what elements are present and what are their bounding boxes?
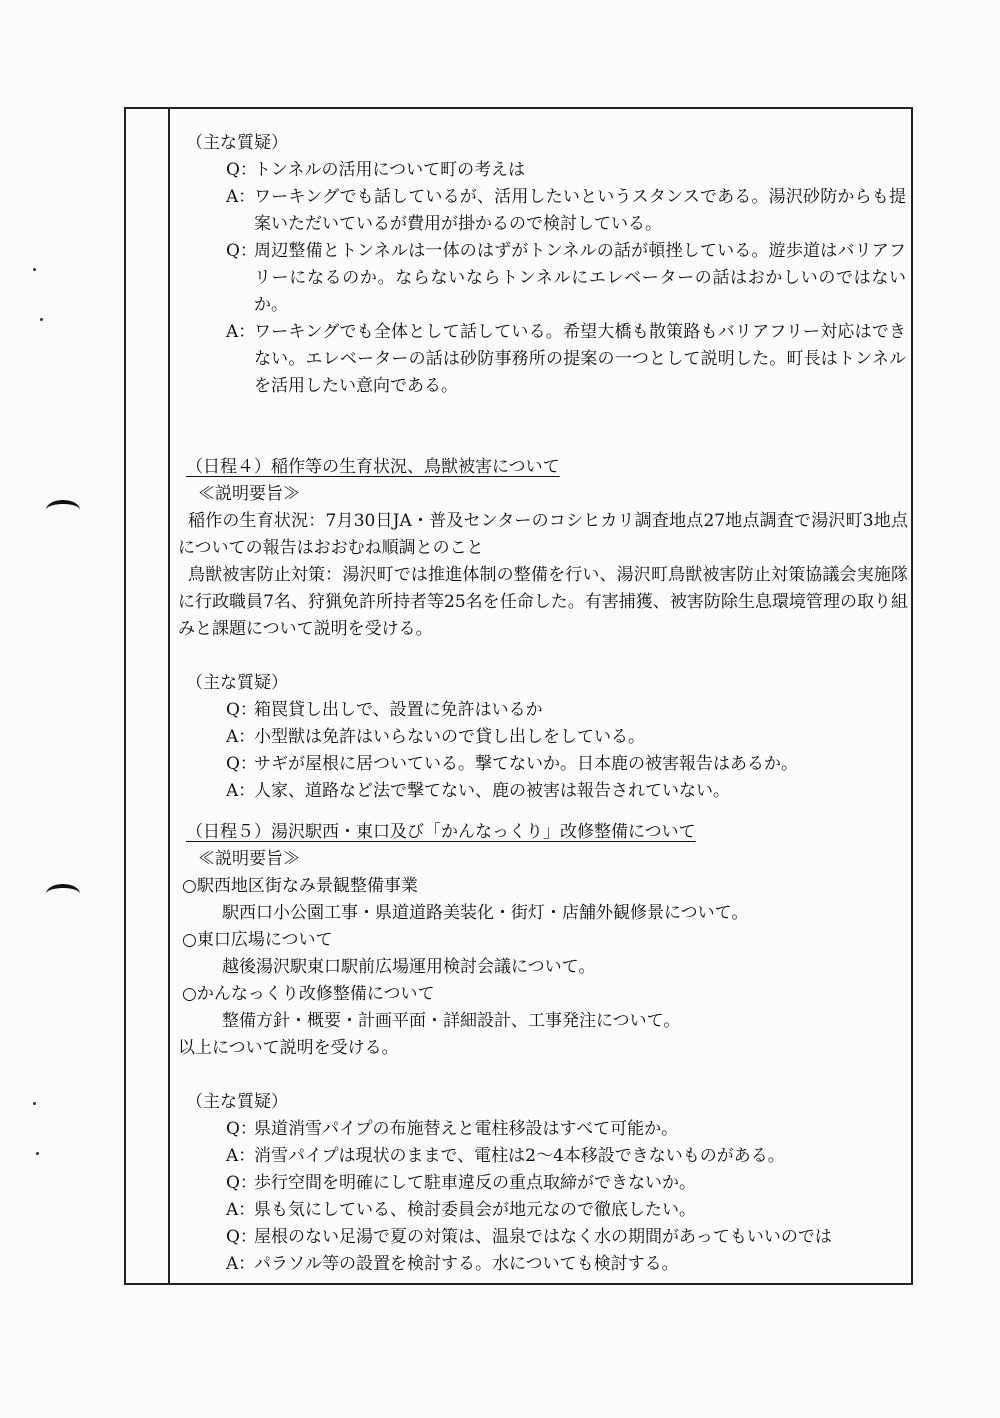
qa-label: Q： — [226, 1227, 257, 1247]
bullet-title: ○駅西地区街なみ景観整備事業 — [182, 876, 418, 896]
qa-heading: （主な質疑） — [186, 1092, 288, 1112]
qa-text: 周辺整備とトンネルは一体のはずがトンネルの話が頓挫している。遊歩道はバリアフリーになるのか。ならないならトンネルにエレベーターの話はおかしいのではないか。 — [254, 241, 906, 315]
summary-label: ≪説明要旨≫ — [198, 849, 300, 869]
qa-text: トンネルの活用について町の考えは — [254, 160, 526, 180]
qa-text: 県も気にしている、検討委員会が地元なので徹底したい。 — [254, 1200, 696, 1220]
qa-label: Q： — [226, 241, 257, 261]
qa-heading: （主な質疑） — [186, 673, 288, 693]
qa-text: 屋根のない足湯で夏の対策は、温泉ではなく水の期間があってもいいのでは — [254, 1227, 832, 1247]
qa-heading: （主な質疑） — [186, 133, 288, 153]
qa-item — [226, 157, 908, 184]
qa-item — [226, 319, 908, 400]
qa-item — [226, 1170, 908, 1197]
qa-label: Q： — [226, 1173, 257, 1193]
qa-item — [226, 238, 908, 319]
summary-paragraph: 鳥獣被害防止対策：湯沢町では推進体制の整備を行い、湯沢町鳥獣被害防止対策協議会実施隊に行政職員7名、狩猟免許所持者等25名を任命した。有害捕獲、被害防除生息環境管理の取り組みと課題について説明を受ける。 — [178, 565, 908, 639]
qa-text: 人家、道路など法で撃てない、鹿の被害は報告されていない。 — [254, 781, 730, 801]
bullet-title: ○東口広場について — [182, 930, 333, 950]
qa-label: Q： — [226, 754, 257, 774]
bullet-title: ○かんなっくり改修整備について — [182, 984, 435, 1004]
qa-text: 歩行空間を明確にして駐車違反の重点取締ができないか。 — [254, 1173, 696, 1193]
qa-label: A： — [226, 1254, 256, 1274]
qa-label: A： — [226, 727, 256, 747]
bullet-detail: 駅西口小公園工事・県道道路美装化・街灯・店舗外観修景について。 — [222, 903, 749, 923]
qa-label: Q： — [226, 160, 257, 180]
qa-text: ワーキングでも話しているが、活用したいというスタンスである。湯沢砂防からも提案いただいているが費用が掛かるので検討している。 — [254, 187, 906, 234]
qa-label: A： — [226, 1146, 256, 1166]
closing-text: 以上について説明を受ける。 — [178, 1038, 399, 1058]
qa-label: A： — [226, 322, 256, 342]
qa-item — [226, 1197, 908, 1224]
qa-item — [226, 1224, 908, 1251]
margin-divider — [168, 107, 170, 1285]
bullet-detail: 整備方針・概要・計画平面・詳細設計、工事発注について。 — [222, 1011, 681, 1031]
schedule-5-title: （日程５）湯沢駅西・東口及び「かんなっくり」改修整備について — [186, 822, 696, 842]
qa-label: A： — [226, 1200, 256, 1220]
qa-item — [226, 1116, 908, 1143]
qa-item — [226, 697, 908, 724]
qa-text: ワーキングでも全体として話している。希望大橋も散策路もバリアフリー対応はできない。エレベーターの話は砂防事務所の提案の一つとして説明した。町長はトンネルを活用したい意向である。 — [254, 322, 906, 396]
qa-text: 小型獣は免許はいらないので貸し出しをしている。 — [254, 727, 645, 747]
qa-label: A： — [226, 781, 256, 801]
qa-item — [226, 778, 908, 805]
summary-paragraph: 稲作の生育状況：7月30日JA・普及センターのコシヒカリ調査地点27地点調査で湯沢町3地点についての報告はおおむね順調とのこと — [178, 511, 908, 558]
qa-text: 県道消雪パイプの布施替えと電柱移設はすべて可能か。 — [254, 1119, 679, 1139]
qa-item — [226, 1143, 908, 1170]
document-body — [178, 130, 908, 1278]
qa-text: 消雪パイプは現状のままで、電柱は2～4本移設できないものがある。 — [254, 1146, 785, 1166]
qa-item — [226, 184, 908, 238]
binder-hole-mark — [46, 500, 80, 520]
scan-speck — [40, 318, 43, 321]
binder-hole-mark — [46, 884, 80, 904]
schedule-4-title: （日程４）稲作等の生育状況、鳥獣被害について — [186, 457, 560, 477]
qa-label: Q： — [226, 700, 257, 720]
qa-text: パラソル等の設置を検討する。水についても検討する。 — [254, 1254, 679, 1274]
scan-speck — [36, 1152, 39, 1155]
qa-item — [226, 724, 908, 751]
summary-label: ≪説明要旨≫ — [198, 484, 300, 504]
scan-speck — [33, 268, 36, 271]
qa-item — [226, 1251, 908, 1278]
bullet-detail: 越後湯沢駅東口駅前広場運用検討会議について。 — [222, 957, 596, 977]
scan-speck — [33, 1102, 36, 1105]
qa-text: サギが屋根に居ついている。撃てないか。日本鹿の被害報告はあるか。 — [254, 754, 798, 774]
qa-label: Q： — [226, 1119, 257, 1139]
qa-item — [226, 751, 908, 778]
qa-label: A： — [226, 187, 256, 207]
qa-text: 箱罠貸し出しで、設置に免許はいるか — [254, 700, 543, 720]
